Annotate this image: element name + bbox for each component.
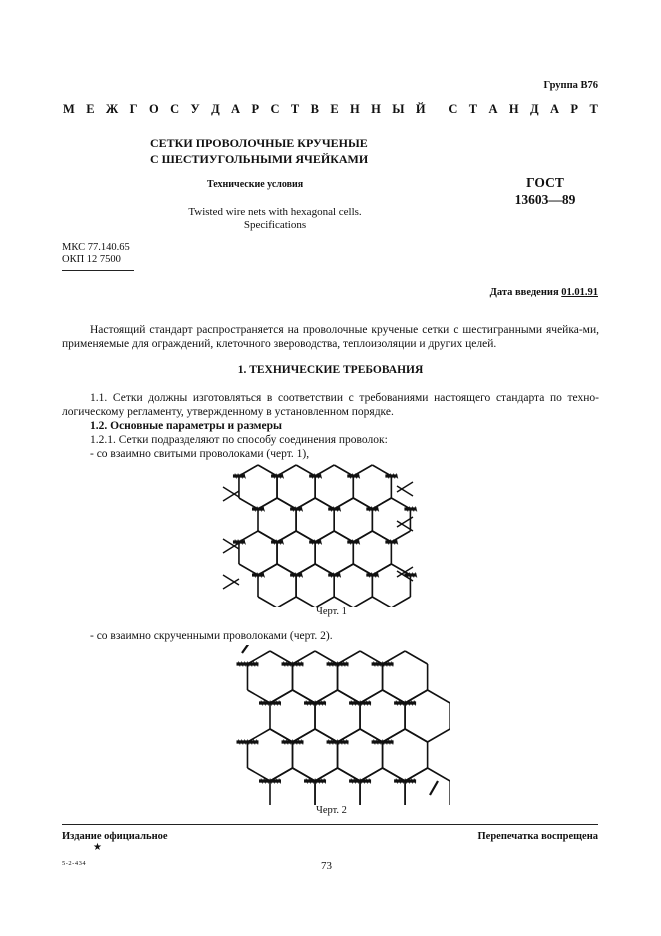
section-1-heading: 1. ТЕХНИЧЕСКИЕ ТРЕБОВАНИЯ bbox=[237, 364, 424, 376]
mesh-wire bbox=[293, 768, 316, 781]
mesh-wire bbox=[258, 465, 277, 476]
edition-label: Издание официальное bbox=[62, 831, 168, 842]
mesh-wire bbox=[360, 651, 383, 664]
mesh-wire bbox=[258, 564, 277, 575]
introduction-date bbox=[490, 287, 598, 298]
mesh-wire bbox=[428, 768, 450, 781]
introduction-date-value: 01.01.91 bbox=[561, 287, 598, 298]
banner-letter: Р bbox=[570, 102, 579, 116]
english-title bbox=[175, 206, 375, 232]
mesh-wire bbox=[315, 531, 334, 542]
paragraph-1-2-heading: 1.2. Основные параметры и размеры bbox=[90, 420, 282, 432]
banner-letter: В bbox=[310, 102, 319, 116]
mesh-wire bbox=[383, 768, 406, 781]
mesh-wire bbox=[391, 498, 410, 509]
standard-banner bbox=[63, 102, 598, 117]
banner-letter: О bbox=[148, 102, 159, 116]
mesh-wire bbox=[239, 531, 258, 542]
figure-1-diagram bbox=[218, 457, 418, 607]
mesh-wire bbox=[334, 531, 353, 542]
banner-letter: Ж bbox=[105, 102, 119, 116]
mesh-wire bbox=[239, 465, 258, 476]
banner-letter: Р bbox=[251, 102, 260, 116]
mesh-wire bbox=[360, 729, 383, 742]
banner-letter: С bbox=[448, 102, 458, 116]
banner-letter: Н bbox=[350, 102, 360, 116]
banner-letter: А bbox=[231, 102, 241, 116]
document-subtitle: Технические условия bbox=[207, 179, 304, 190]
banner-letter: Ы bbox=[392, 102, 405, 116]
intro-paragraph: Настоящий стандарт распространяется на проволочные крученые сетки с шестигранными ячейка-ми, применяемые для ограждений, клеточного звероводства, теплоизоляции и других целей. bbox=[62, 324, 599, 350]
mesh-wire bbox=[296, 564, 315, 575]
mesh-wire bbox=[296, 597, 315, 607]
figure-2-caption: Черт. 2 bbox=[316, 805, 347, 816]
mesh-wire bbox=[296, 531, 315, 542]
mesh-wire bbox=[372, 531, 391, 542]
mesh-wire bbox=[428, 690, 450, 703]
banner-letter: М bbox=[63, 102, 75, 116]
mesh-wire bbox=[372, 465, 391, 476]
mesh-wire bbox=[277, 564, 296, 575]
banner-letter: Т bbox=[468, 102, 478, 116]
mks-code: МКС 77.140.65 bbox=[62, 242, 130, 253]
mesh-wire bbox=[247, 768, 270, 781]
gost-label: ГОСТ bbox=[526, 175, 564, 190]
figure-1-caption: Черт. 1 bbox=[316, 606, 347, 617]
mesh-wire bbox=[353, 531, 372, 542]
gost-number: 13603—89 bbox=[514, 192, 576, 207]
mesh-wire bbox=[293, 690, 316, 703]
mesh-wire bbox=[239, 498, 258, 509]
banner-letter: С bbox=[270, 102, 280, 116]
mesh-wire bbox=[315, 651, 338, 664]
mesh-wire bbox=[315, 498, 334, 509]
banner-letter: А bbox=[488, 102, 498, 116]
banner-letter: С bbox=[170, 102, 180, 116]
mesh-wire bbox=[334, 465, 353, 476]
mesh-wire bbox=[405, 651, 428, 664]
gost-designation bbox=[500, 174, 590, 208]
group-label: Группа В76 bbox=[543, 80, 598, 91]
mesh-wire bbox=[242, 645, 252, 653]
banner-letter: Е bbox=[330, 102, 339, 116]
mesh-wire bbox=[372, 564, 391, 575]
banner-letter: Г bbox=[129, 102, 138, 116]
mesh-wire bbox=[372, 597, 391, 607]
banner-letter: Д bbox=[530, 102, 539, 116]
introduction-date-label: Дата введения bbox=[489, 287, 559, 298]
mesh-wire bbox=[334, 498, 353, 509]
mesh-wire bbox=[334, 564, 353, 575]
mesh-wire bbox=[353, 564, 372, 575]
star-icon: ★ bbox=[93, 842, 102, 853]
document-title bbox=[150, 135, 368, 167]
figure-2-diagram bbox=[230, 645, 450, 805]
mesh-wire bbox=[239, 564, 258, 575]
mesh-wire bbox=[258, 531, 277, 542]
codes-divider bbox=[62, 270, 134, 271]
footer-divider bbox=[62, 824, 598, 825]
banner-letter: Т bbox=[589, 102, 598, 116]
banner-letter: Д bbox=[211, 102, 220, 116]
mesh-wire bbox=[338, 768, 361, 781]
mesh-wire bbox=[258, 498, 277, 509]
mesh-wire bbox=[270, 651, 293, 664]
page-number: 73 bbox=[321, 860, 332, 872]
okp-code: ОКП 12 7500 bbox=[62, 254, 121, 265]
mesh-wire bbox=[258, 597, 277, 607]
mesh-wire bbox=[277, 498, 296, 509]
mesh-wire bbox=[383, 690, 406, 703]
print-code: 5-2-434 bbox=[62, 860, 87, 867]
list-item-twisted: - со взаимно свитыми проволоками (черт. 1), bbox=[90, 448, 310, 460]
mesh-wire bbox=[353, 465, 372, 476]
banner-letter: Е bbox=[86, 102, 95, 116]
mesh-wire bbox=[270, 729, 293, 742]
banner-letter: А bbox=[550, 102, 560, 116]
mesh-wire bbox=[277, 465, 296, 476]
list-item-wound: - со взаимно скрученными проволоками (черт. 2). bbox=[90, 630, 333, 642]
mesh-wire bbox=[430, 781, 438, 795]
mesh-wire bbox=[277, 597, 296, 607]
mesh-wire bbox=[315, 729, 338, 742]
title-line-2: С ШЕСТИУГОЛЬНЫМИ ЯЧЕЙКАМИ bbox=[150, 152, 369, 166]
mesh-wire bbox=[247, 690, 270, 703]
title-line-1: СЕТКИ ПРОВОЛОЧНЫЕ КРУЧЕНЫЕ bbox=[150, 136, 368, 150]
english-title-line-2: Specifications bbox=[243, 219, 307, 231]
mesh-wire bbox=[353, 498, 372, 509]
banner-letter: У bbox=[190, 102, 200, 116]
banner-letter: Н bbox=[371, 102, 381, 116]
paragraph-1-1: 1.1. Сетки должны изготовляться в соответствии с требованиями настоящего стандарта по техно-логическому регламенту, утвержденному в установленном порядке. bbox=[62, 392, 599, 418]
banner-letter: Й bbox=[415, 102, 426, 116]
mesh-wire bbox=[296, 498, 315, 509]
mesh-wire bbox=[391, 597, 410, 607]
mesh-wire bbox=[315, 465, 334, 476]
banner-letter: Т bbox=[290, 102, 300, 116]
mesh-wire bbox=[277, 531, 296, 542]
mesh-wire bbox=[296, 465, 315, 476]
mesh-wire bbox=[405, 729, 428, 742]
mesh-wire bbox=[315, 564, 334, 575]
paragraph-1-2-1: 1.2.1. Сетки подразделяют по способу соединения проволок: bbox=[90, 434, 388, 446]
reprint-notice: Перепечатка воспрещена bbox=[477, 831, 598, 842]
banner-letter: Н bbox=[508, 102, 519, 116]
mesh-wire bbox=[353, 597, 372, 607]
mesh-wire bbox=[428, 729, 450, 742]
mesh-wire bbox=[372, 498, 391, 509]
mesh-wire bbox=[391, 531, 410, 542]
mesh-wire bbox=[338, 690, 361, 703]
english-title-line-1: Twisted wire nets with hexagonal cells. bbox=[188, 206, 362, 218]
classification-codes bbox=[62, 242, 130, 266]
